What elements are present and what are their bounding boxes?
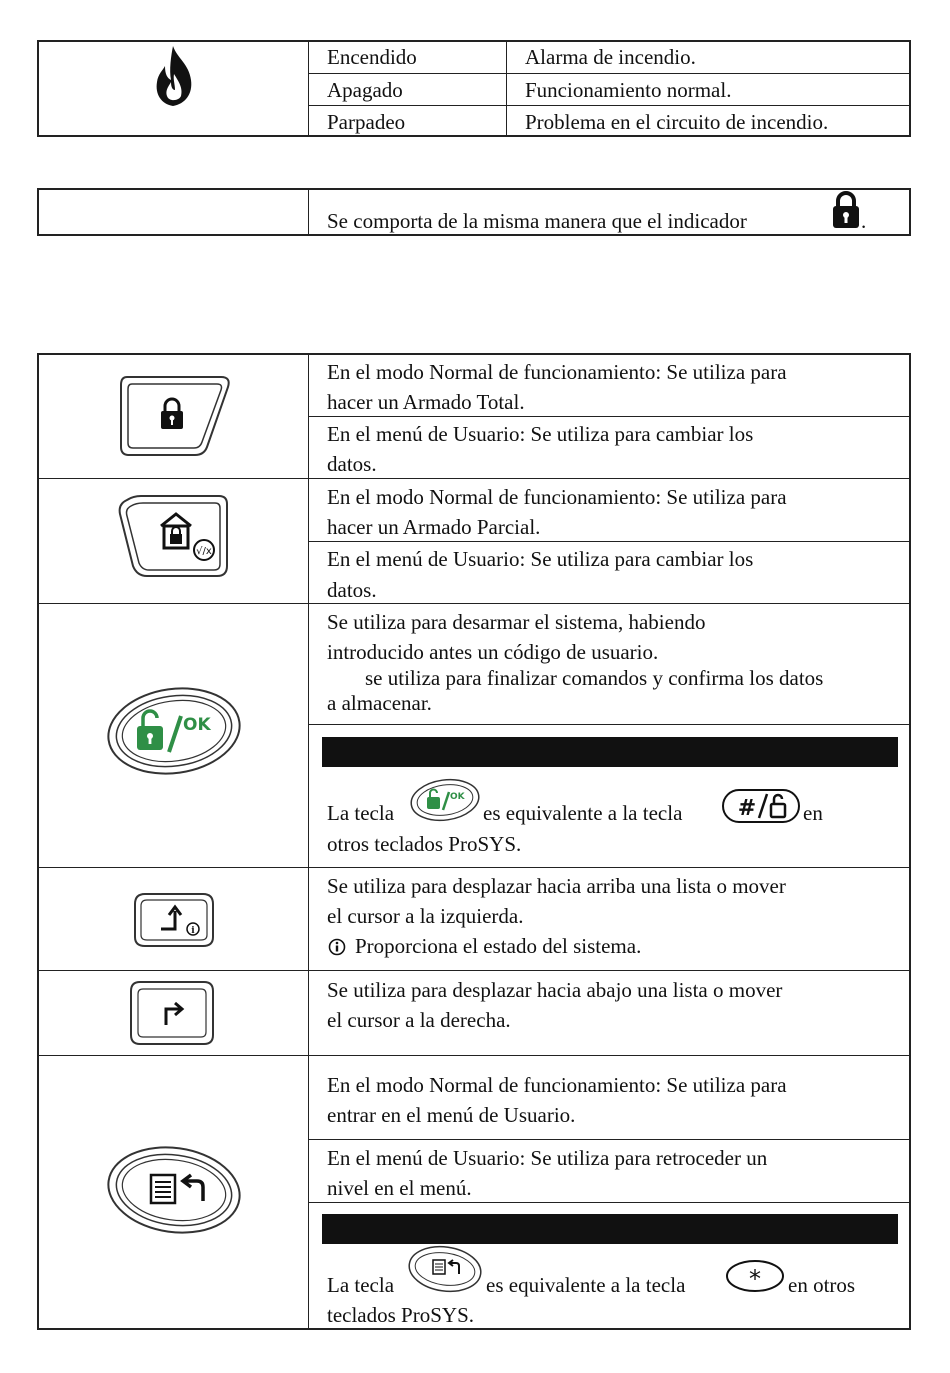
padlock-icon: [831, 191, 861, 229]
scroll-up-key-icon: [131, 891, 217, 949]
svg-text:*: *: [749, 1265, 761, 1293]
fire-state-on: Encendido: [327, 45, 417, 69]
part-arm-key-icon: [115, 492, 233, 580]
menu-line1: En el modo Normal de funcionamiento: Se utiliza para: [327, 1073, 787, 1097]
fire-icon: [153, 44, 195, 108]
menu-line3: En el menú de Usuario: Se utiliza para retroceder un: [327, 1146, 768, 1170]
same-indicator-end: .: [861, 209, 867, 233]
menu-note-c: en otros: [788, 1273, 856, 1297]
disarm-ok-key-icon: [105, 686, 243, 776]
up-line3: Proporciona el estado del sistema.: [355, 934, 642, 958]
fire-state-blink: Parpadeo: [327, 110, 406, 134]
full-arm-line3: En el menú de Usuario: Se utiliza para cambiar los: [327, 422, 754, 446]
disarm-note-bar: [322, 737, 898, 767]
menu-back-key-icon: [105, 1145, 243, 1235]
disarm-note-d: otros teclados ProSYS.: [327, 832, 522, 856]
disarm-line4: a almacenar.: [327, 691, 432, 715]
full-arm-line4: datos.: [327, 452, 377, 476]
svg-text:OK: OK: [183, 715, 211, 735]
info-icon: [328, 938, 346, 956]
fire-state-off: Apagado: [327, 78, 403, 102]
menu-line4: nivel en el menú.: [327, 1176, 472, 1200]
same-indicator-text: Se comporta de la misma manera que el indicador: [327, 209, 747, 233]
up-line1: Se utiliza para desplazar hacia arriba una lista o mover: [327, 874, 786, 898]
menu-line2: entrar en el menú de Usuario.: [327, 1103, 576, 1127]
disarm-note-c: en: [803, 801, 823, 825]
up-line2: el cursor a la izquierda.: [327, 904, 524, 928]
full-arm-line1: En el modo Normal de funcionamiento: Se utiliza para: [327, 360, 787, 384]
menu-note-d: teclados ProSYS.: [327, 1303, 474, 1327]
fire-desc-on: Alarma de incendio.: [525, 45, 696, 69]
hash-key-icon: [721, 788, 801, 824]
down-line2: el cursor a la derecha.: [327, 1008, 511, 1032]
disarm-note-b: es equivalente a la tecla: [483, 801, 683, 825]
svg-text:√/x: √/x: [196, 546, 212, 557]
down-line1: Se utiliza para desplazar hacia abajo una lista o mover: [327, 978, 783, 1002]
menu-note-bar: [322, 1214, 898, 1244]
svg-text:#: #: [737, 796, 757, 821]
fire-desc-blink: Problema en el circuito de incendio.: [525, 110, 829, 134]
same-as-indicator-table: [37, 188, 911, 236]
full-arm-line2: hacer un Armado Total.: [327, 390, 525, 414]
fire-indicator-table: [37, 40, 911, 137]
part-arm-line1: En el modo Normal de funcionamiento: Se utiliza para: [327, 485, 787, 509]
part-arm-line2: hacer un Armado Parcial.: [327, 515, 541, 539]
svg-text:OK: OK: [450, 792, 465, 802]
menu-note-b: es equivalente a la tecla: [486, 1273, 686, 1297]
menu-key-small-icon: [407, 1244, 483, 1294]
ok-key-small-icon: [409, 777, 481, 823]
menu-note-a: La tecla: [327, 1273, 395, 1297]
disarm-line2: introducido antes un código de usuario.: [327, 640, 659, 664]
svg-text:i: i: [191, 926, 195, 936]
fire-desc-off: Funcionamiento normal.: [525, 78, 732, 102]
part-arm-line4: datos.: [327, 578, 377, 602]
disarm-line1: Se utiliza para desarmar el sistema, habiendo: [327, 610, 706, 634]
disarm-line3: se utiliza para finalizar comandos y confirma los datos: [365, 666, 824, 690]
scroll-down-key-icon: [128, 979, 216, 1047]
disarm-note-a: La tecla: [327, 801, 395, 825]
keys-table: [37, 353, 911, 1330]
full-arm-key-icon: [117, 373, 233, 459]
part-arm-line3: En el menú de Usuario: Se utiliza para cambiar los: [327, 547, 754, 571]
star-key-icon: [725, 1259, 785, 1293]
